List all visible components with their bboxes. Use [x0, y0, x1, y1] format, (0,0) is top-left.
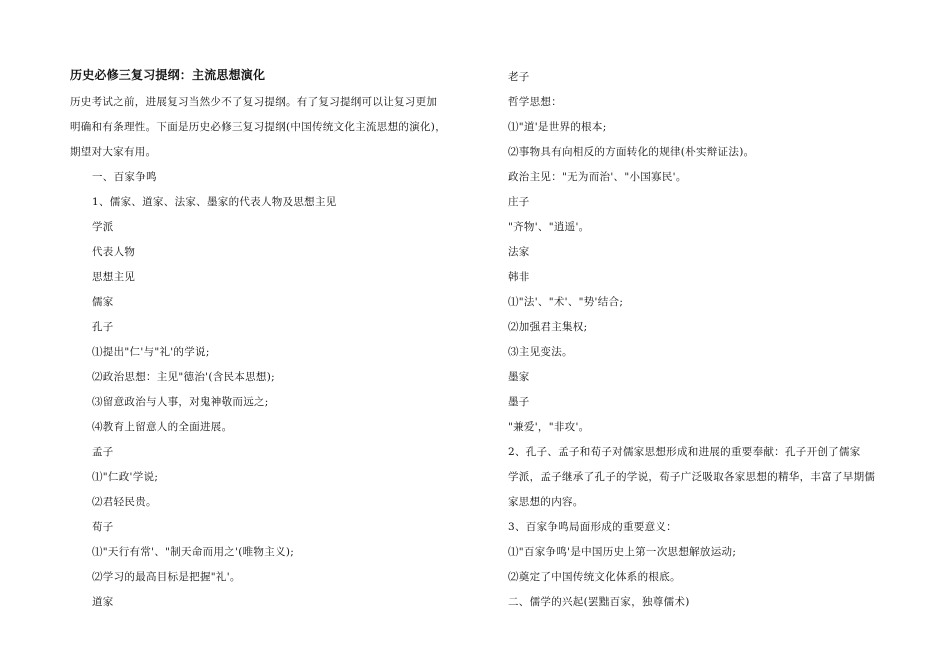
paragraph-line: 2、孔子、孟子和荀子对儒家思想形成和进展的重要奉献：孔子开创了儒家: [508, 446, 861, 458]
school-name: 法家: [508, 246, 530, 258]
intro-line-1: 历史考试之前，进展复习当然少不了复习提纲。有了复习提纲可以让复习更加: [70, 96, 438, 108]
school-name: 道家: [92, 596, 114, 608]
list-item: ⑵事物具有向相反的方面转化的规律(朴实辩证法)。: [508, 146, 755, 158]
list-item: "兼爱'，"非攻'。: [508, 421, 590, 433]
section-heading-1: 一、百家争鸣: [92, 171, 157, 183]
table-header-ideas: 思想主见: [92, 271, 136, 283]
intro-line-2: 明确和有条理性。下面是历史必修三复习提纲(中国传统文化主流思想的演化)，: [70, 121, 446, 133]
list-item: ⑵政治思想：主见"德治'(含民本思想);: [92, 371, 275, 383]
subsection-heading: 3、百家争鸣局面形成的重要意义：: [508, 521, 677, 533]
figure-name: 韩非: [508, 271, 530, 283]
list-item: 政治主见："无为而治'、"小国寡民'。: [508, 171, 687, 183]
list-item: ⑶主见变法。: [508, 346, 573, 358]
figure-name: 墨子: [508, 396, 530, 408]
table-header-figure: 代表人物: [92, 246, 136, 258]
list-item: ⑵君轻民贵。: [92, 496, 157, 508]
list-item: ⑴"仁政'学说;: [92, 471, 159, 483]
paragraph-line: 学派，孟子继承了孔子的学说，荀子广泛吸取各家思想的精华，丰富了早期儒: [508, 471, 876, 483]
subsection-heading: 1、儒家、道家、法家、墨家的代表人物及思想主见: [92, 196, 337, 208]
figure-name: 老子: [508, 71, 530, 83]
figure-name: 荀子: [92, 521, 114, 533]
paragraph-line: 家思想的内容。: [508, 496, 584, 508]
figure-name: 孔子: [92, 321, 114, 333]
list-item: ⑶留意政治与人事，对鬼神敬而远之;: [92, 396, 269, 408]
figure-name: 庄子: [508, 196, 530, 208]
document-title: 历史必修三复习提纲：主流思想演化: [70, 68, 266, 82]
list-item: ⑴"道'是世界的根本;: [508, 121, 607, 133]
subheading: 哲学思想：: [508, 96, 562, 108]
list-item: ⑷教育上留意人的全面进展。: [92, 421, 233, 433]
intro-line-3: 期望对大家有用。: [70, 146, 157, 158]
school-name: 墨家: [508, 371, 530, 383]
list-item: ⑵加强君主集权;: [508, 321, 588, 333]
list-item: ⑴"天行有常'、"制天命而用之'(唯物主义);: [92, 546, 295, 558]
section-heading-2: 二、儒学的兴起(罢黜百家，独尊儒术): [508, 596, 690, 608]
table-header-school: 学派: [92, 221, 114, 233]
list-item: ⑵学习的最高目标是把握"礼'。: [92, 571, 241, 583]
list-item: ⑴"法'、"术'、"势'结合;: [508, 296, 624, 308]
list-item: ⑴提出"仁'与"礼'的学说;: [92, 346, 210, 358]
figure-name: 孟子: [92, 446, 114, 458]
list-item: ⑴"百家争鸣'是中国历史上第一次思想解放运动;: [508, 546, 737, 558]
list-item: ⑵奠定了中国传统文化体系的根底。: [508, 571, 681, 583]
list-item: "齐物'、"逍遥'。: [508, 221, 590, 233]
school-name: 儒家: [92, 296, 114, 308]
